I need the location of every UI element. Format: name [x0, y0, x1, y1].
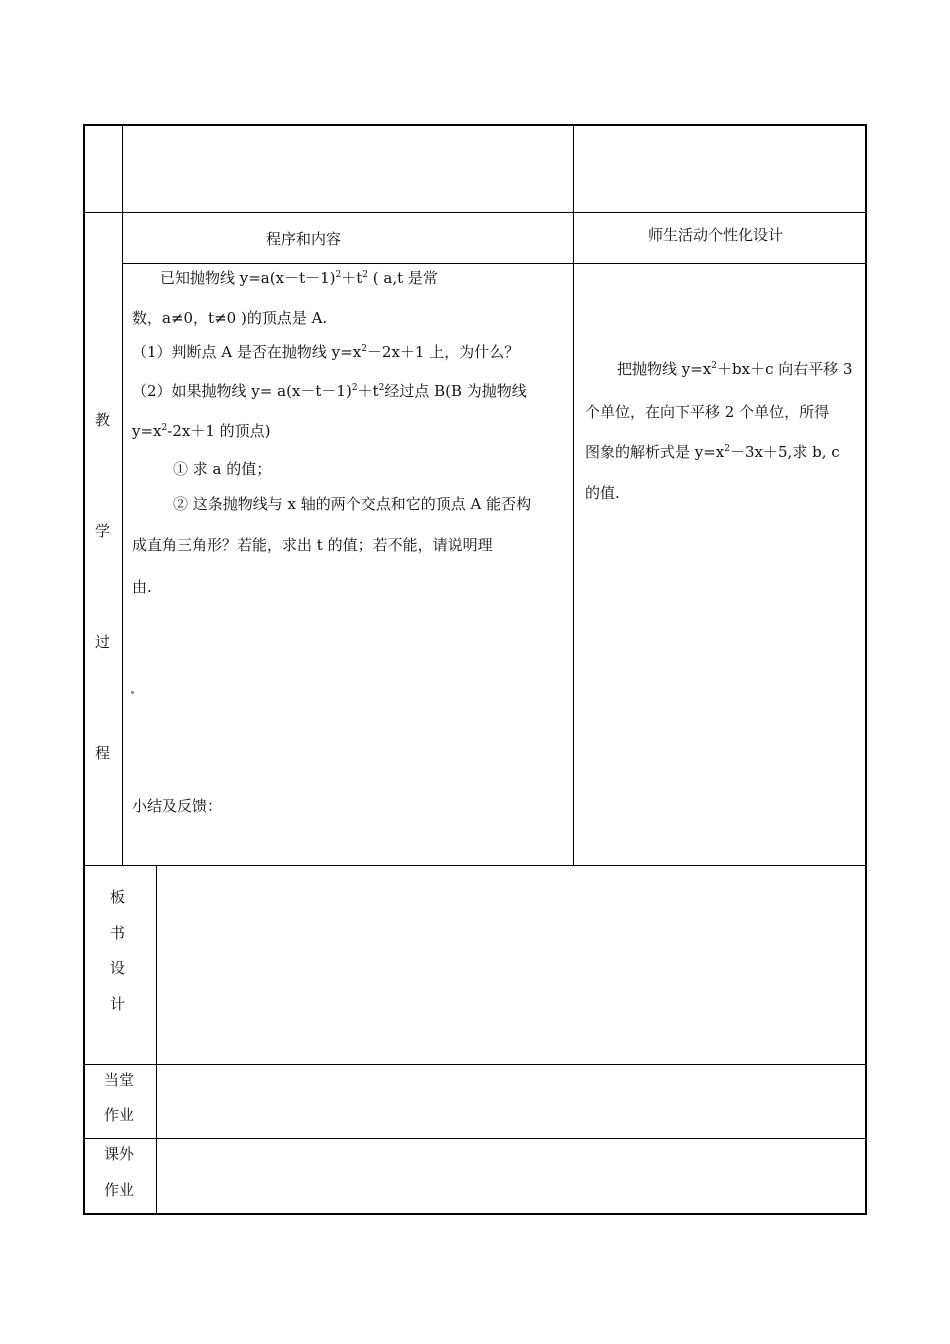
- class-homework-label: 作业: [104, 1106, 135, 1124]
- side-label-char: 程: [95, 744, 111, 762]
- border-top: [83, 124, 867, 126]
- activity-line: 图象的解析式是 $y=x^2-3x+5$,求 b, c: [585, 443, 840, 461]
- content-line: 由.: [132, 578, 152, 596]
- side-label-char: 过: [95, 633, 111, 651]
- border-col-bottom: [156, 865, 157, 1214]
- board-design-label-char: 设: [110, 959, 126, 977]
- board-design-label-char: 书: [110, 924, 126, 942]
- content-line: $y=x^2-2x+1$ 的顶点): [132, 422, 271, 440]
- header-procedure: 程序和内容: [266, 230, 342, 248]
- board-design-label-char: 计: [110, 995, 126, 1013]
- border-right: [865, 124, 867, 1215]
- side-label-char: 学: [95, 522, 111, 540]
- border-row2: [83, 865, 867, 866]
- stray-mark: [131, 691, 134, 694]
- border-row3: [83, 1064, 867, 1065]
- content-line: ① 求 a 的值；: [173, 460, 272, 478]
- extra-homework-label: 作业: [104, 1181, 135, 1199]
- content-line: （1）判断点 A 是否在抛物线 $y=x^2-2x+1$ 上，为什么？: [132, 343, 520, 361]
- content-line: 数，a≠0，t≠0 )的顶点是 A.: [132, 309, 328, 327]
- board-design-label-char: 板: [110, 888, 126, 906]
- border-header: [122, 263, 867, 264]
- side-label-char: 教: [95, 411, 111, 429]
- activity-line: 把抛物线 $y=x^2+bx+c$ 向右平移 3: [617, 360, 853, 378]
- summary-label: 小结及反馈：: [132, 797, 223, 815]
- class-homework-label: 当堂: [104, 1071, 135, 1089]
- border-bottom: [83, 1213, 867, 1215]
- extra-homework-label: 课外: [104, 1145, 135, 1163]
- border-row1: [83, 212, 867, 213]
- header-activity: 师生活动个性化设计: [648, 226, 784, 244]
- content-line: 成直角三角形？若能，求出 t 的值；若不能，请说明理: [132, 536, 493, 554]
- border-col1: [122, 124, 123, 865]
- border-row4: [83, 1138, 867, 1139]
- content-line: （2）如果抛物线 $y= a(x-t-1)^2+t^2$经过点 B(B 为抛物线: [132, 382, 527, 400]
- border-col2: [573, 124, 574, 865]
- activity-line: 个单位，在向下平移 2 个单位，所得: [585, 403, 830, 421]
- activity-line: 的值.: [585, 484, 620, 502]
- border-left: [83, 124, 85, 1215]
- content-line: ② 这条抛物线与 x 轴的两个交点和它的顶点 A 能否构: [173, 495, 532, 513]
- content-line: 已知抛物线 $y=a(x-t-1)^2+t^2$ ( a,t 是常: [160, 269, 438, 287]
